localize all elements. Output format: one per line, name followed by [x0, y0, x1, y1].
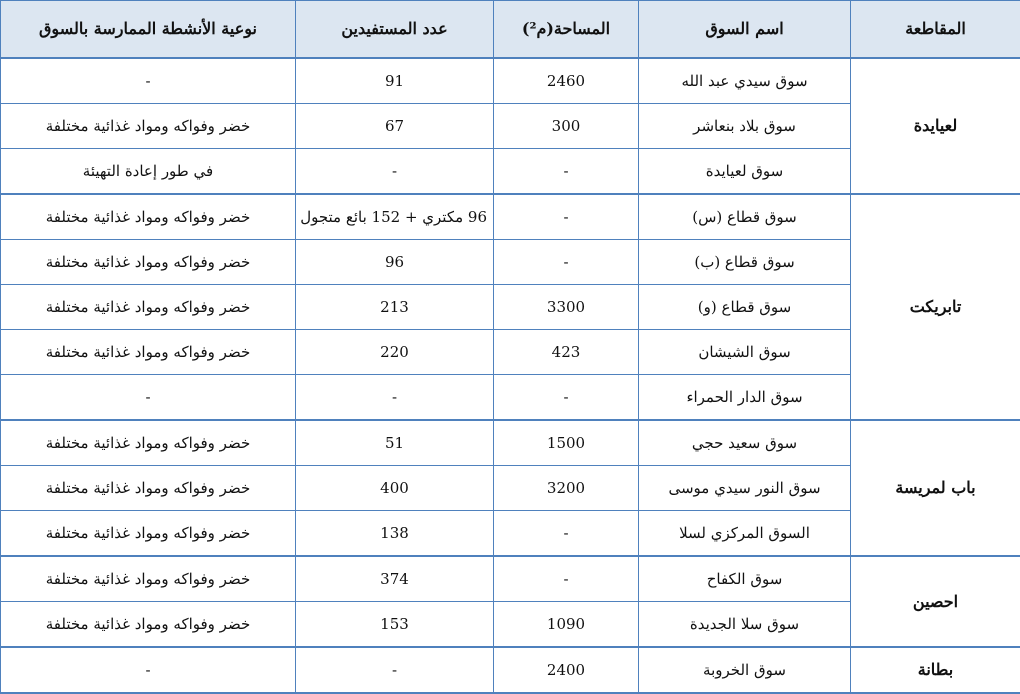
area-cell: 1090	[494, 602, 639, 648]
area-cell: 1500	[494, 420, 639, 466]
activity-cell: خضر وفواكه ومواد غذائية مختلفة	[1, 240, 296, 285]
beneficiaries-cell: 67	[296, 104, 494, 149]
market-name-cell: السوق المركزي لسلا	[639, 511, 851, 557]
table-row	[1, 58, 1020, 104]
beneficiaries-cell: 153	[296, 602, 494, 648]
market-name-cell: سوق الدار الحمراء	[639, 375, 851, 421]
beneficiaries-cell: -	[296, 647, 494, 693]
area-cell: 3300	[494, 285, 639, 330]
area-cell: -	[494, 149, 639, 195]
table-row	[1, 420, 1020, 466]
activity-cell: خضر وفواكه ومواد غذائية مختلفة	[1, 511, 296, 557]
region-cell: تابريكت	[851, 194, 1020, 420]
activity-cell: -	[1, 58, 296, 104]
area-cell: 2400	[494, 647, 639, 693]
area-cell: -	[494, 194, 639, 240]
beneficiaries-cell: 220	[296, 330, 494, 375]
table-body	[1, 58, 1020, 693]
beneficiaries-cell: 400	[296, 466, 494, 511]
beneficiaries-cell: 374	[296, 556, 494, 602]
area-cell: 423	[494, 330, 639, 375]
activity-cell: خضر وفواكه ومواد غذائية مختلفة	[1, 556, 296, 602]
beneficiaries-cell: -	[296, 149, 494, 195]
region-cell: بطانة	[851, 647, 1020, 693]
market-name-cell: سوق بلاد بنعاشر	[639, 104, 851, 149]
beneficiaries-cell: 96 مكتري + 152 بائع متجول	[296, 194, 494, 240]
area-cell: -	[494, 511, 639, 557]
market-name-cell: سوق قطاع (ب)	[639, 240, 851, 285]
beneficiaries-cell: 91	[296, 58, 494, 104]
activity-cell: خضر وفواكه ومواد غذائية مختلفة	[1, 602, 296, 648]
header-market-name: اسم السوق	[639, 1, 851, 59]
activity-cell: -	[1, 647, 296, 693]
beneficiaries-cell: 51	[296, 420, 494, 466]
activity-cell: -	[1, 375, 296, 421]
market-name-cell: سوق قطاع (س)	[639, 194, 851, 240]
market-name-cell: سوق الشيشان	[639, 330, 851, 375]
market-name-cell: سوق سيدي عبد الله	[639, 58, 851, 104]
area-cell: -	[494, 240, 639, 285]
activity-cell: خضر وفواكه ومواد غذائية مختلفة	[1, 420, 296, 466]
activity-cell: خضر وفواكه ومواد غذائية مختلفة	[1, 104, 296, 149]
area-cell: 2460	[494, 58, 639, 104]
header-area: المساحة(م²)	[494, 1, 639, 59]
header-beneficiaries: عدد المستفيدين	[296, 1, 494, 59]
market-name-cell: سوق الخروبة	[639, 647, 851, 693]
area-cell: -	[494, 375, 639, 421]
area-cell: 3200	[494, 466, 639, 511]
area-cell: 300	[494, 104, 639, 149]
header-activities: نوعية الأنشطة الممارسة بالسوق	[1, 1, 296, 59]
market-name-cell: سوق الكفاح	[639, 556, 851, 602]
beneficiaries-cell: 96	[296, 240, 494, 285]
activity-cell: خضر وفواكه ومواد غذائية مختلفة	[1, 466, 296, 511]
activity-cell: خضر وفواكه ومواد غذائية مختلفة	[1, 194, 296, 240]
region-cell: باب لمريسة	[851, 420, 1020, 556]
market-name-cell: سوق سعيد حجي	[639, 420, 851, 466]
market-name-cell: سوق قطاع (و)	[639, 285, 851, 330]
activity-cell: في طور إعادة التهيئة	[1, 149, 296, 195]
activity-cell: خضر وفواكه ومواد غذائية مختلفة	[1, 285, 296, 330]
region-cell: لعيايدة	[851, 58, 1020, 194]
table-row	[1, 194, 1020, 240]
beneficiaries-cell: 213	[296, 285, 494, 330]
table-row	[1, 647, 1020, 693]
table-row	[1, 556, 1020, 602]
region-cell: احصين	[851, 556, 1020, 647]
activity-cell: خضر وفواكه ومواد غذائية مختلفة	[1, 330, 296, 375]
market-name-cell: سوق النور سيدي موسى	[639, 466, 851, 511]
beneficiaries-cell: -	[296, 375, 494, 421]
beneficiaries-cell: 138	[296, 511, 494, 557]
header-row	[1, 1, 1020, 59]
market-name-cell: سوق لعيايدة	[639, 149, 851, 195]
header-region: المقاطعة	[851, 1, 1020, 59]
area-cell: -	[494, 556, 639, 602]
market-name-cell: سوق سلا الجديدة	[639, 602, 851, 648]
